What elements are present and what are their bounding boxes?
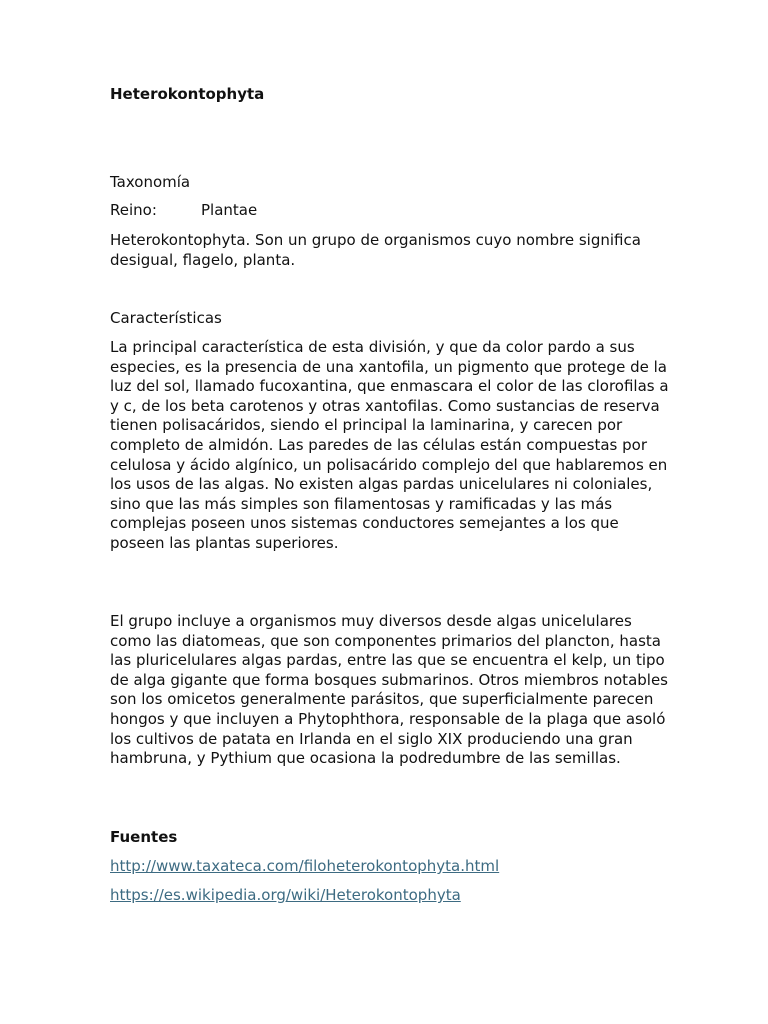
source-link-taxateca[interactable]: http://www.taxateca.com/filoheterokontophyta.html <box>110 857 500 875</box>
document-title: Heterokontophyta <box>110 85 265 103</box>
group-paragraph: El grupo incluye a organismos muy diversos desde algas unicelulares como las diatomeas, que son componentes primarios del plancton, hasta las pluricelulares algas pardas, entre las que se encuentra el kelp, un tipo de alga gigante que forma bosques submarinos. Otros miembros notables son los omicetos generalmente parásitos, que superficialmente parecen hongos y que incluyen a Phytophthora, responsable de la plaga que asoló los cultivos de patata en Irlanda en el siglo XIX produciendo una gran hambruna, y Pythium que ocasiona la podredumbre de las semillas. <box>110 612 668 768</box>
kingdom-value: Plantae <box>201 201 258 219</box>
source-link-item <box>110 856 499 876</box>
characteristics-heading: Características <box>110 309 222 327</box>
kingdom-label: Reino: <box>110 201 157 219</box>
source-link-wikipedia[interactable]: https://es.wikipedia.org/wiki/Heterokontophyta <box>110 886 461 904</box>
characteristics-paragraph: La principal característica de esta división, y que da color pardo a sus especies, es la presencia de una xantofila, un pigmento que protege de la luz del sol, llamado fucoxantina, que enmascara el color de las clorofilas a y c, de los beta carotenos y otras xantofilas. Como sustancias de reserva tienen polisacáridos, siendo el principal la laminarina, y carecen por completo de almidón. Las paredes de las células están compuestas por celulosa y ácido algínico, un polisacárido complejo del que hablaremos en los usos de las algas. No existen algas pardas unicelulares ni coloniales, sino que las más simples son filamentosas y ramificadas y las más complejas poseen unos sistemas conductores semejantes a los que poseen las plantas superiores. <box>110 338 669 552</box>
source-link-item <box>110 885 461 905</box>
sources-heading: Fuentes <box>110 828 178 846</box>
taxonomy-heading: Taxonomía <box>110 173 191 191</box>
intro-paragraph: Heterokontophyta. Son un grupo de organismos cuyo nombre significa desigual, flagelo, planta. <box>110 231 641 269</box>
kingdom-row <box>110 200 258 220</box>
